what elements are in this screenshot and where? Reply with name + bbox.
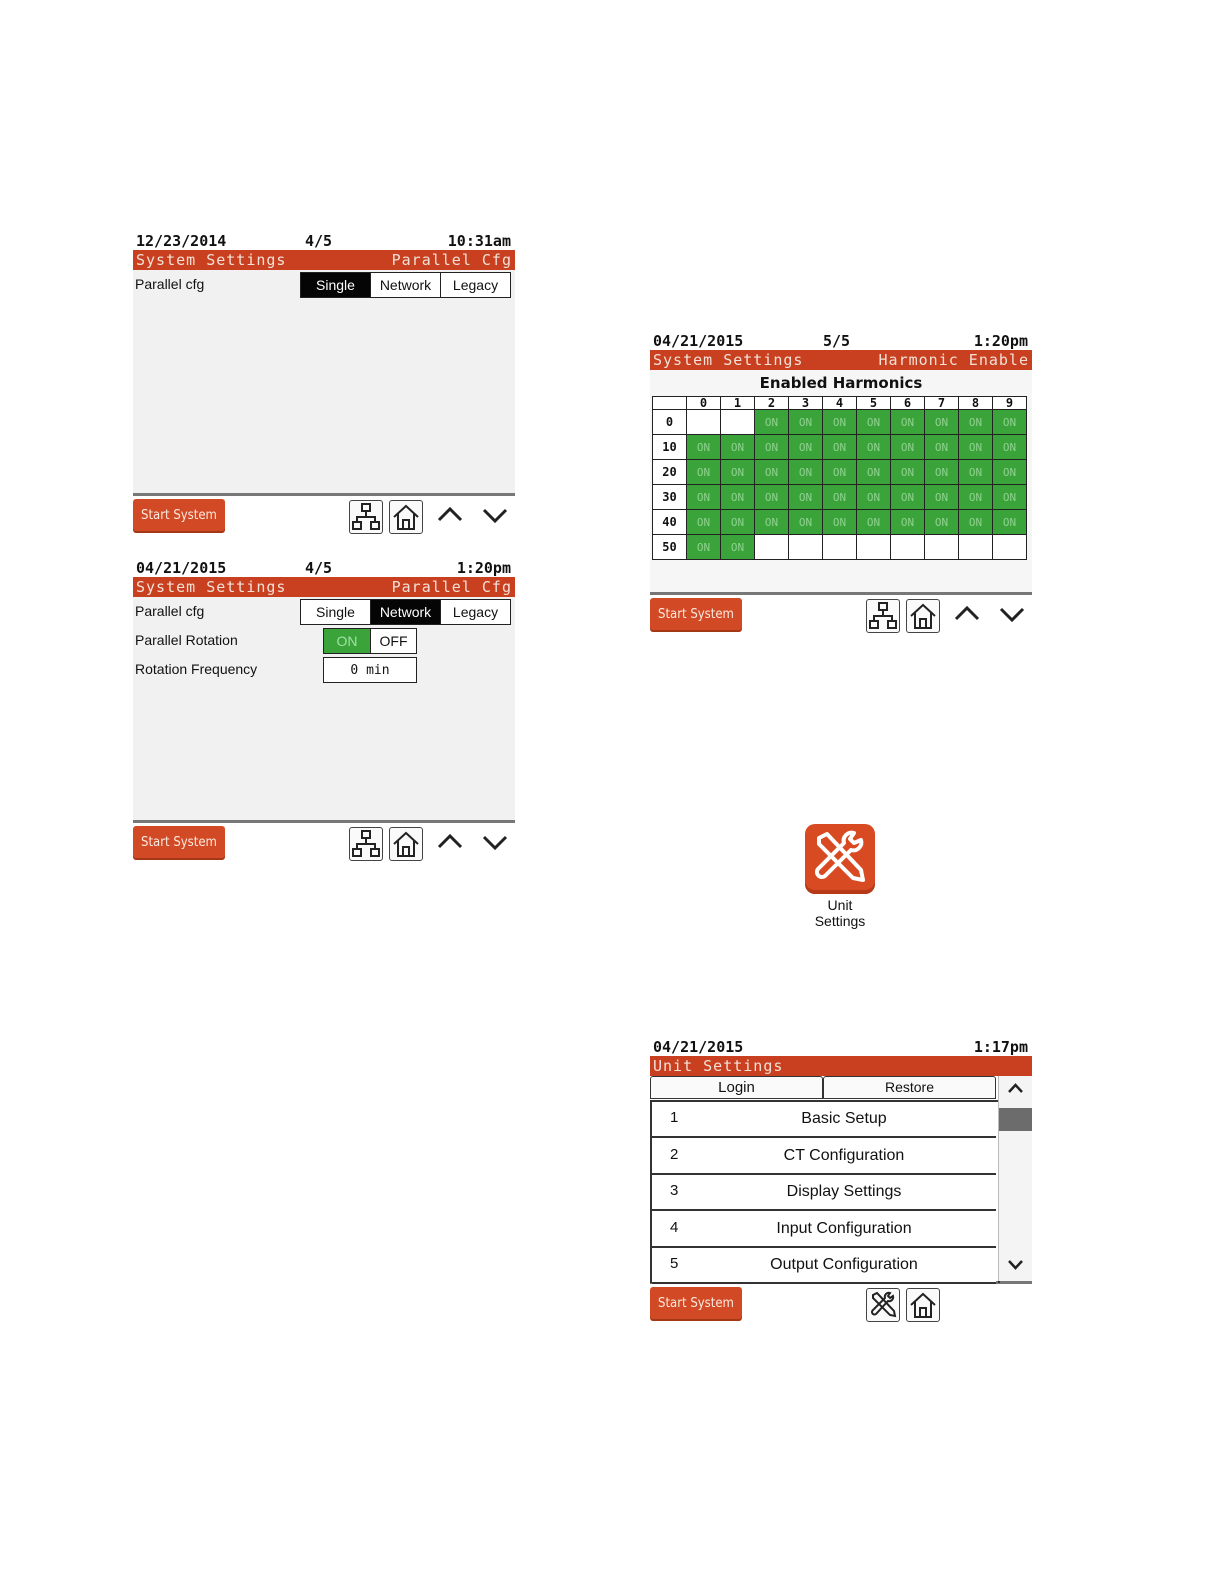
harmonic-cell[interactable] bbox=[857, 535, 891, 560]
scroll-down-icon[interactable] bbox=[999, 1252, 1032, 1278]
time: 1:20pm bbox=[973, 332, 1028, 350]
harmonic-cell[interactable] bbox=[721, 410, 755, 435]
harmonic-cell[interactable]: ON bbox=[959, 435, 993, 460]
row-header: 20 bbox=[653, 460, 687, 485]
time: 1:17pm bbox=[973, 1038, 1028, 1056]
rotation-frequency-label: Rotation Frequency bbox=[135, 661, 258, 677]
harmonic-cell[interactable]: ON bbox=[687, 535, 721, 560]
harmonic-cell[interactable]: ON bbox=[789, 485, 823, 510]
rotation-on-option[interactable]: ON bbox=[324, 629, 371, 653]
scroll-up-icon[interactable] bbox=[999, 1076, 1032, 1102]
page-title: System Settings bbox=[136, 578, 287, 596]
harmonic-cell[interactable]: ON bbox=[755, 510, 789, 535]
harmonic-cell[interactable] bbox=[755, 535, 789, 560]
down-arrow-icon[interactable] bbox=[480, 829, 510, 855]
harmonic-cell[interactable]: ON bbox=[959, 410, 993, 435]
harmonic-cell[interactable]: ON bbox=[993, 510, 1027, 535]
content-area bbox=[650, 1076, 1032, 1281]
home-icon[interactable] bbox=[906, 599, 940, 633]
title-bar bbox=[650, 350, 1032, 370]
rotation-frequency-field[interactable] bbox=[323, 657, 417, 683]
up-arrow-icon[interactable] bbox=[435, 502, 465, 528]
footer bbox=[650, 1284, 1032, 1328]
harmonic-cell[interactable]: ON bbox=[721, 535, 755, 560]
harmonic-cell[interactable]: ON bbox=[755, 435, 789, 460]
restore-tab[interactable]: Restore bbox=[823, 1076, 996, 1099]
down-arrow-icon[interactable] bbox=[480, 502, 510, 528]
col-header: 2 bbox=[755, 397, 789, 410]
col-header: 1 bbox=[721, 397, 755, 410]
harmonic-cell[interactable] bbox=[993, 535, 1027, 560]
page-title: Unit Settings bbox=[653, 1057, 784, 1075]
harmonic-cell[interactable]: ON bbox=[789, 460, 823, 485]
page-title: System Settings bbox=[136, 251, 287, 269]
up-arrow-icon[interactable] bbox=[435, 829, 465, 855]
option-single[interactable]: Single bbox=[301, 273, 371, 297]
harmonic-cell[interactable]: ON bbox=[891, 510, 925, 535]
content-area bbox=[133, 597, 515, 820]
harmonic-cell[interactable]: ON bbox=[721, 460, 755, 485]
harmonic-cell[interactable] bbox=[925, 535, 959, 560]
title-bar bbox=[133, 250, 515, 270]
page-subtitle: Parallel Cfg bbox=[391, 578, 512, 596]
harmonic-cell[interactable]: ON bbox=[993, 485, 1027, 510]
parallel-cfg-selector bbox=[300, 272, 511, 298]
harmonic-cell[interactable] bbox=[789, 535, 823, 560]
col-header: 5 bbox=[857, 397, 891, 410]
harmonic-cell[interactable]: ON bbox=[857, 410, 891, 435]
start-system-button[interactable]: Start System bbox=[650, 598, 742, 630]
time: 1:20pm bbox=[456, 559, 511, 577]
screen-parallel-cfg-single bbox=[133, 232, 515, 540]
harmonic-cell[interactable]: ON bbox=[925, 510, 959, 535]
network-icon[interactable] bbox=[349, 500, 383, 534]
harmonic-cell[interactable]: ON bbox=[857, 485, 891, 510]
scrollbar[interactable] bbox=[998, 1076, 1032, 1281]
parallel-cfg-selector bbox=[300, 599, 511, 625]
menu-item[interactable] bbox=[652, 1102, 996, 1138]
time: 10:31am bbox=[447, 232, 511, 250]
rotation-off-option[interactable]: OFF bbox=[379, 633, 408, 649]
grid-corner bbox=[653, 397, 687, 410]
menu-item-number: 1 bbox=[670, 1109, 679, 1126]
date: 04/21/2015 bbox=[653, 1038, 744, 1056]
home-icon[interactable] bbox=[389, 500, 423, 534]
harmonic-cell[interactable]: ON bbox=[857, 510, 891, 535]
harmonic-cell[interactable]: ON bbox=[755, 460, 789, 485]
status-bar bbox=[650, 332, 1032, 350]
screen-parallel-cfg-network bbox=[133, 559, 515, 867]
col-header: 3 bbox=[789, 397, 823, 410]
harmonic-cell[interactable]: ON bbox=[721, 485, 755, 510]
harmonic-cell[interactable] bbox=[891, 535, 925, 560]
harmonic-cell[interactable]: ON bbox=[925, 460, 959, 485]
parallel-cfg-label: Parallel cfg bbox=[135, 603, 205, 619]
home-icon[interactable] bbox=[389, 827, 423, 861]
harmonic-cell[interactable]: ON bbox=[891, 485, 925, 510]
start-system-button[interactable]: Start System bbox=[133, 826, 225, 858]
row-header: 40 bbox=[653, 510, 687, 535]
page-indicator: 4/5 bbox=[305, 232, 333, 250]
option-legacy[interactable]: Legacy bbox=[452, 604, 499, 620]
login-tab[interactable]: Login bbox=[650, 1076, 823, 1099]
harmonics-grid bbox=[652, 396, 1027, 560]
harmonic-cell[interactable]: ON bbox=[925, 485, 959, 510]
menu-item[interactable] bbox=[652, 1212, 996, 1248]
harmonic-cell[interactable]: ON bbox=[789, 510, 823, 535]
col-header: 4 bbox=[823, 397, 857, 410]
parallel-rotation-label: Parallel Rotation bbox=[135, 632, 238, 648]
option-network[interactable]: Network bbox=[371, 273, 441, 297]
harmonic-cell[interactable]: ON bbox=[993, 460, 1027, 485]
footer bbox=[650, 595, 1032, 639]
menu-item[interactable] bbox=[652, 1175, 996, 1211]
network-icon[interactable] bbox=[866, 599, 900, 633]
date: 04/21/2015 bbox=[653, 332, 744, 350]
status-bar bbox=[133, 559, 515, 577]
network-icon[interactable] bbox=[349, 827, 383, 861]
harmonic-cell[interactable]: ON bbox=[891, 435, 925, 460]
menu-item-label: Input Configuration bbox=[776, 1219, 912, 1237]
row-header: 50 bbox=[653, 535, 687, 560]
harmonic-cell[interactable]: ON bbox=[721, 435, 755, 460]
col-header: 0 bbox=[687, 397, 721, 410]
scroll-thumb[interactable] bbox=[999, 1108, 1032, 1131]
harmonic-cell[interactable]: ON bbox=[993, 410, 1027, 435]
menu-item[interactable] bbox=[652, 1248, 996, 1284]
row-header: 10 bbox=[653, 435, 687, 460]
title-bar bbox=[133, 577, 515, 597]
option-network[interactable]: Network bbox=[371, 600, 441, 624]
row-header: 30 bbox=[653, 485, 687, 510]
harmonic-cell[interactable]: ON bbox=[891, 460, 925, 485]
harmonic-cell[interactable]: ON bbox=[925, 435, 959, 460]
page-indicator: 5/5 bbox=[823, 332, 851, 350]
menu-item-label: Basic Setup bbox=[801, 1110, 887, 1127]
content-area bbox=[133, 270, 515, 493]
menu-list bbox=[650, 1100, 1000, 1283]
harmonic-cell[interactable]: ON bbox=[789, 435, 823, 460]
page-indicator: 4/5 bbox=[305, 559, 333, 577]
screen-harmonic-enable bbox=[650, 332, 1032, 639]
harmonics-heading: Enabled Harmonics bbox=[759, 374, 923, 392]
harmonic-cell[interactable]: ON bbox=[823, 485, 857, 510]
page-subtitle: Harmonic Enable bbox=[878, 351, 1029, 369]
harmonic-cell[interactable]: ON bbox=[687, 485, 721, 510]
harmonic-cell[interactable]: ON bbox=[721, 510, 755, 535]
up-arrow-icon[interactable] bbox=[952, 601, 982, 627]
footer bbox=[133, 496, 515, 540]
col-header: 6 bbox=[891, 397, 925, 410]
menu-item-number: 3 bbox=[670, 1182, 679, 1199]
title-bar bbox=[650, 1056, 1032, 1076]
tools-icon[interactable] bbox=[866, 1288, 900, 1322]
footer bbox=[133, 823, 515, 867]
harmonic-cell[interactable]: ON bbox=[823, 410, 857, 435]
col-header: 7 bbox=[925, 397, 959, 410]
content-area bbox=[650, 370, 1032, 592]
menu-item-label: CT Configuration bbox=[783, 1146, 905, 1164]
status-bar bbox=[133, 232, 515, 250]
menu-item-label: Display Settings bbox=[786, 1183, 902, 1200]
menu-item[interactable] bbox=[652, 1139, 996, 1175]
menu-item-label: Output Configuration bbox=[770, 1256, 918, 1273]
parallel-rotation-toggle bbox=[323, 628, 417, 654]
harmonic-cell[interactable]: ON bbox=[755, 410, 789, 435]
harmonic-cell[interactable]: ON bbox=[891, 410, 925, 435]
status-bar bbox=[650, 1038, 1032, 1056]
start-system-button[interactable]: Start System bbox=[650, 1287, 742, 1319]
tools-icon bbox=[805, 824, 875, 894]
harmonic-cell[interactable]: ON bbox=[789, 410, 823, 435]
unit-settings-label-2: Settings bbox=[814, 913, 866, 929]
home-icon[interactable] bbox=[906, 1288, 940, 1322]
harmonic-cell[interactable]: ON bbox=[959, 510, 993, 535]
down-arrow-icon[interactable] bbox=[997, 601, 1027, 627]
unit-settings-launcher[interactable] bbox=[790, 824, 890, 929]
harmonic-cell[interactable]: ON bbox=[755, 485, 789, 510]
screen-unit-settings bbox=[650, 1038, 1032, 1328]
harmonic-cell[interactable] bbox=[959, 535, 993, 560]
parallel-cfg-label: Parallel cfg bbox=[135, 276, 205, 292]
harmonic-cell[interactable]: ON bbox=[823, 435, 857, 460]
col-header: 9 bbox=[993, 397, 1027, 410]
menu-item-number: 2 bbox=[670, 1145, 679, 1163]
harmonic-cell[interactable]: ON bbox=[857, 435, 891, 460]
harmonic-cell[interactable]: ON bbox=[823, 510, 857, 535]
start-system-button[interactable]: Start System bbox=[133, 499, 225, 531]
harmonic-cell[interactable]: ON bbox=[687, 460, 721, 485]
harmonic-cell[interactable]: ON bbox=[993, 435, 1027, 460]
harmonic-cell[interactable]: ON bbox=[857, 460, 891, 485]
harmonic-cell[interactable]: ON bbox=[959, 460, 993, 485]
unit-settings-label-1: Unit bbox=[827, 897, 853, 913]
col-header: 8 bbox=[959, 397, 993, 410]
menu-item-number: 5 bbox=[670, 1255, 679, 1272]
harmonic-cell[interactable]: ON bbox=[687, 435, 721, 460]
harmonic-cell[interactable]: ON bbox=[959, 485, 993, 510]
harmonic-cell[interactable]: ON bbox=[687, 510, 721, 535]
harmonic-cell[interactable] bbox=[823, 535, 857, 560]
page-subtitle: Parallel Cfg bbox=[391, 251, 512, 269]
option-legacy[interactable]: Legacy bbox=[452, 277, 499, 293]
harmonic-cell[interactable]: ON bbox=[925, 410, 959, 435]
rotation-frequency-value: 0 min bbox=[350, 662, 390, 678]
menu-item-number: 4 bbox=[670, 1218, 679, 1236]
harmonic-cell[interactable] bbox=[687, 410, 721, 435]
row-header: 0 bbox=[653, 410, 687, 435]
date: 04/21/2015 bbox=[136, 559, 227, 577]
page-title: System Settings bbox=[653, 351, 804, 369]
harmonic-cell[interactable]: ON bbox=[823, 460, 857, 485]
option-single[interactable]: Single bbox=[301, 600, 371, 624]
date: 12/23/2014 bbox=[136, 232, 227, 250]
